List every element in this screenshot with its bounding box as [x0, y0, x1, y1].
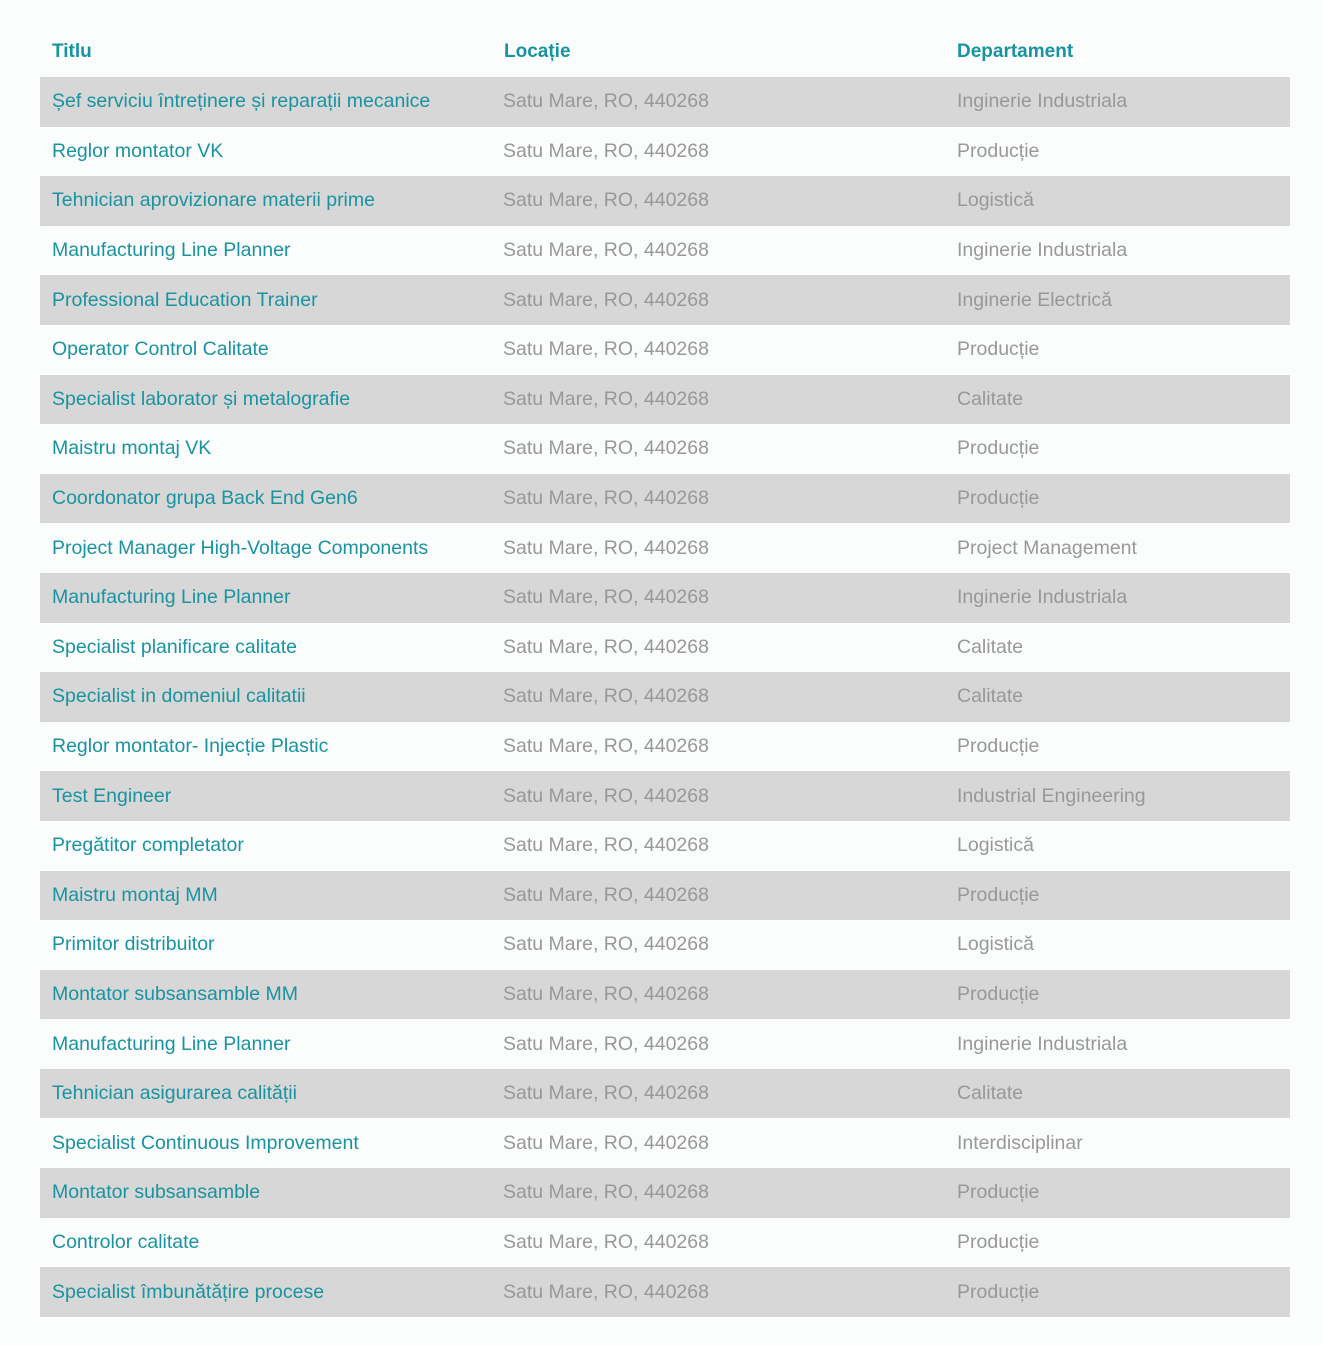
- table-row: [40, 970, 1290, 1020]
- job-location-cell: Satu Mare, RO, 440268: [503, 1032, 709, 1055]
- table-row: [40, 1218, 1290, 1268]
- table-row: [40, 871, 1290, 921]
- table-row: [40, 523, 1290, 573]
- table-row: [40, 176, 1290, 226]
- job-department-cell: Calitate: [957, 1082, 1024, 1105]
- job-title-link[interactable]: Maistru montaj MM: [52, 883, 218, 906]
- table-body: [40, 77, 1290, 1317]
- job-location-cell: Satu Mare, RO, 440268: [503, 437, 709, 460]
- job-title-link[interactable]: Reglor montator VK: [52, 139, 224, 162]
- job-title-link[interactable]: Specialist Continuous Improvement: [52, 1131, 359, 1154]
- table-row: [40, 1168, 1290, 1218]
- job-department-cell: Logistică: [957, 933, 1034, 956]
- job-title-cell: [40, 821, 492, 871]
- job-title-cell: [40, 722, 492, 772]
- job-title-link[interactable]: Professional Education Trainer: [52, 288, 318, 311]
- job-location-cell: Satu Mare, RO, 440268: [503, 487, 709, 510]
- job-department-cell: Producție: [957, 338, 1040, 361]
- job-location-cell: Satu Mare, RO, 440268: [503, 685, 709, 708]
- job-location-cell: Satu Mare, RO, 440268: [503, 536, 709, 559]
- job-title-link[interactable]: Tehnician asigurarea calității: [52, 1082, 297, 1105]
- job-location-cell: Satu Mare, RO, 440268: [503, 635, 709, 658]
- job-department-cell: Inginerie Electrică: [957, 288, 1112, 311]
- job-department-cell: Producție: [957, 139, 1040, 162]
- job-title-cell: [40, 275, 492, 325]
- jobs-table: [40, 27, 1290, 1317]
- job-title-cell: [40, 1218, 492, 1268]
- table-row: [40, 1267, 1290, 1317]
- table-row: [40, 325, 1290, 375]
- job-title-cell: [40, 375, 492, 425]
- job-location-cell: Satu Mare, RO, 440268: [503, 90, 709, 113]
- job-title-cell: [40, 573, 492, 623]
- job-title-cell: [40, 970, 492, 1020]
- job-department-cell: Calitate: [957, 635, 1024, 658]
- table-row: [40, 821, 1290, 871]
- job-title-cell: [40, 127, 492, 177]
- job-department-cell: Producție: [957, 982, 1040, 1005]
- job-location-cell: Satu Mare, RO, 440268: [503, 288, 709, 311]
- job-location-cell: Satu Mare, RO, 440268: [503, 387, 709, 410]
- table-row: [40, 771, 1290, 821]
- job-title-link[interactable]: Manufacturing Line Planner: [52, 1032, 291, 1055]
- table-row: [40, 1118, 1290, 1168]
- job-title-link[interactable]: Manufacturing Line Planner: [52, 586, 291, 609]
- job-location-cell: Satu Mare, RO, 440268: [503, 933, 709, 956]
- job-title-cell: [40, 325, 492, 375]
- job-title-link[interactable]: Tehnician aprovizionare materii prime: [52, 189, 375, 212]
- job-location-cell: Satu Mare, RO, 440268: [503, 735, 709, 758]
- table-row: [40, 424, 1290, 474]
- job-title-link[interactable]: Montator subsansamble MM: [52, 982, 299, 1005]
- job-title-link[interactable]: Test Engineer: [52, 784, 172, 807]
- job-department-cell: Logistică: [957, 189, 1034, 212]
- job-title-link[interactable]: Pregătitor completator: [52, 834, 244, 857]
- job-title-cell: [40, 77, 492, 127]
- job-location-cell: Satu Mare, RO, 440268: [503, 239, 709, 262]
- job-department-cell: Industrial Engineering: [957, 784, 1146, 807]
- job-location-cell: Satu Mare, RO, 440268: [503, 338, 709, 361]
- job-department-cell: Producție: [957, 437, 1040, 460]
- job-title-link[interactable]: Specialist îmbunătățire procese: [52, 1280, 325, 1303]
- job-department-cell: Inginerie Industriala: [957, 90, 1128, 113]
- job-title-cell: [40, 1019, 492, 1069]
- job-location-cell: Satu Mare, RO, 440268: [503, 1181, 709, 1204]
- job-title-link[interactable]: Specialist in domeniul calitatii: [52, 685, 306, 708]
- table-row: [40, 474, 1290, 524]
- job-department-cell: Inginerie Industriala: [957, 239, 1128, 262]
- table-header: [40, 27, 1290, 77]
- job-department-cell: Inginerie Industriala: [957, 1032, 1128, 1055]
- job-department-cell: Calitate: [957, 685, 1024, 708]
- job-department-cell: Project Management: [957, 536, 1137, 559]
- job-location-cell: Satu Mare, RO, 440268: [503, 1131, 709, 1154]
- column-header-location[interactable]: Locație: [504, 41, 571, 62]
- job-title-link[interactable]: Coordonator grupa Back End Gen6: [52, 487, 358, 510]
- job-location-cell: Satu Mare, RO, 440268: [503, 1230, 709, 1253]
- column-header-title[interactable]: Titlu: [52, 41, 92, 62]
- table-row: [40, 275, 1290, 325]
- job-location-cell: Satu Mare, RO, 440268: [503, 883, 709, 906]
- job-title-cell: [40, 623, 492, 673]
- job-title-link[interactable]: Specialist laborator și metalografie: [52, 387, 351, 410]
- table-row: [40, 722, 1290, 772]
- table-row: [40, 1019, 1290, 1069]
- job-title-link[interactable]: Montator subsansamble: [52, 1181, 261, 1204]
- column-header-department[interactable]: Departament: [957, 41, 1074, 62]
- job-location-cell: Satu Mare, RO, 440268: [503, 982, 709, 1005]
- job-location-cell: Satu Mare, RO, 440268: [503, 586, 709, 609]
- table-row: [40, 573, 1290, 623]
- job-title-cell: [40, 672, 492, 722]
- job-title-cell: [40, 226, 492, 276]
- job-title-link[interactable]: Controlor calitate: [52, 1230, 200, 1253]
- job-title-link[interactable]: Project Manager High-Voltage Components: [52, 536, 429, 559]
- table-row: [40, 127, 1290, 177]
- job-title-cell: [40, 523, 492, 573]
- job-department-cell: Interdisciplinar: [957, 1131, 1083, 1154]
- job-location-cell: Satu Mare, RO, 440268: [503, 139, 709, 162]
- table-row: [40, 375, 1290, 425]
- job-location-cell: Satu Mare, RO, 440268: [503, 1082, 709, 1105]
- table-row: [40, 623, 1290, 673]
- table-row: [40, 77, 1290, 127]
- job-department-cell: Producție: [957, 883, 1040, 906]
- job-title-cell: [40, 871, 492, 921]
- job-title-cell: [40, 771, 492, 821]
- job-title-link[interactable]: Maistru montaj VK: [52, 437, 212, 460]
- job-department-cell: Calitate: [957, 387, 1024, 410]
- job-title-cell: [40, 474, 492, 524]
- job-location-cell: Satu Mare, RO, 440268: [503, 834, 709, 857]
- job-title-cell: [40, 1168, 492, 1218]
- job-title-cell: [40, 1118, 492, 1168]
- job-title-link[interactable]: Primitor distribuitor: [52, 933, 215, 956]
- job-department-cell: Inginerie Industriala: [957, 586, 1128, 609]
- job-location-cell: Satu Mare, RO, 440268: [503, 784, 709, 807]
- job-department-cell: Logistică: [957, 834, 1034, 857]
- job-location-cell: Satu Mare, RO, 440268: [503, 189, 709, 212]
- job-location-cell: Satu Mare, RO, 440268: [503, 1280, 709, 1303]
- job-title-cell: [40, 1069, 492, 1119]
- header-row: [40, 27, 1290, 77]
- job-title-link[interactable]: Reglor montator- Injecție Plastic: [52, 735, 329, 758]
- table-row: [40, 226, 1290, 276]
- table-row: [40, 1069, 1290, 1119]
- job-title-link[interactable]: Specialist planificare calitate: [52, 635, 297, 658]
- job-title-cell: [40, 920, 492, 970]
- job-department-cell: Producție: [957, 487, 1040, 510]
- job-title-link[interactable]: Manufacturing Line Planner: [52, 239, 291, 262]
- table-row: [40, 920, 1290, 970]
- job-department-cell: Producție: [957, 1230, 1040, 1253]
- job-department-cell: Producție: [957, 735, 1040, 758]
- table-row: [40, 672, 1290, 722]
- job-department-cell: Producție: [957, 1280, 1040, 1303]
- job-title-link[interactable]: Operator Control Calitate: [52, 338, 269, 361]
- job-department-cell: Producție: [957, 1181, 1040, 1204]
- job-title-cell: [40, 424, 492, 474]
- job-title-link[interactable]: Șef serviciu întreținere și reparații mecanice: [52, 90, 431, 113]
- job-title-cell: [40, 1267, 492, 1317]
- job-title-cell: [40, 176, 492, 226]
